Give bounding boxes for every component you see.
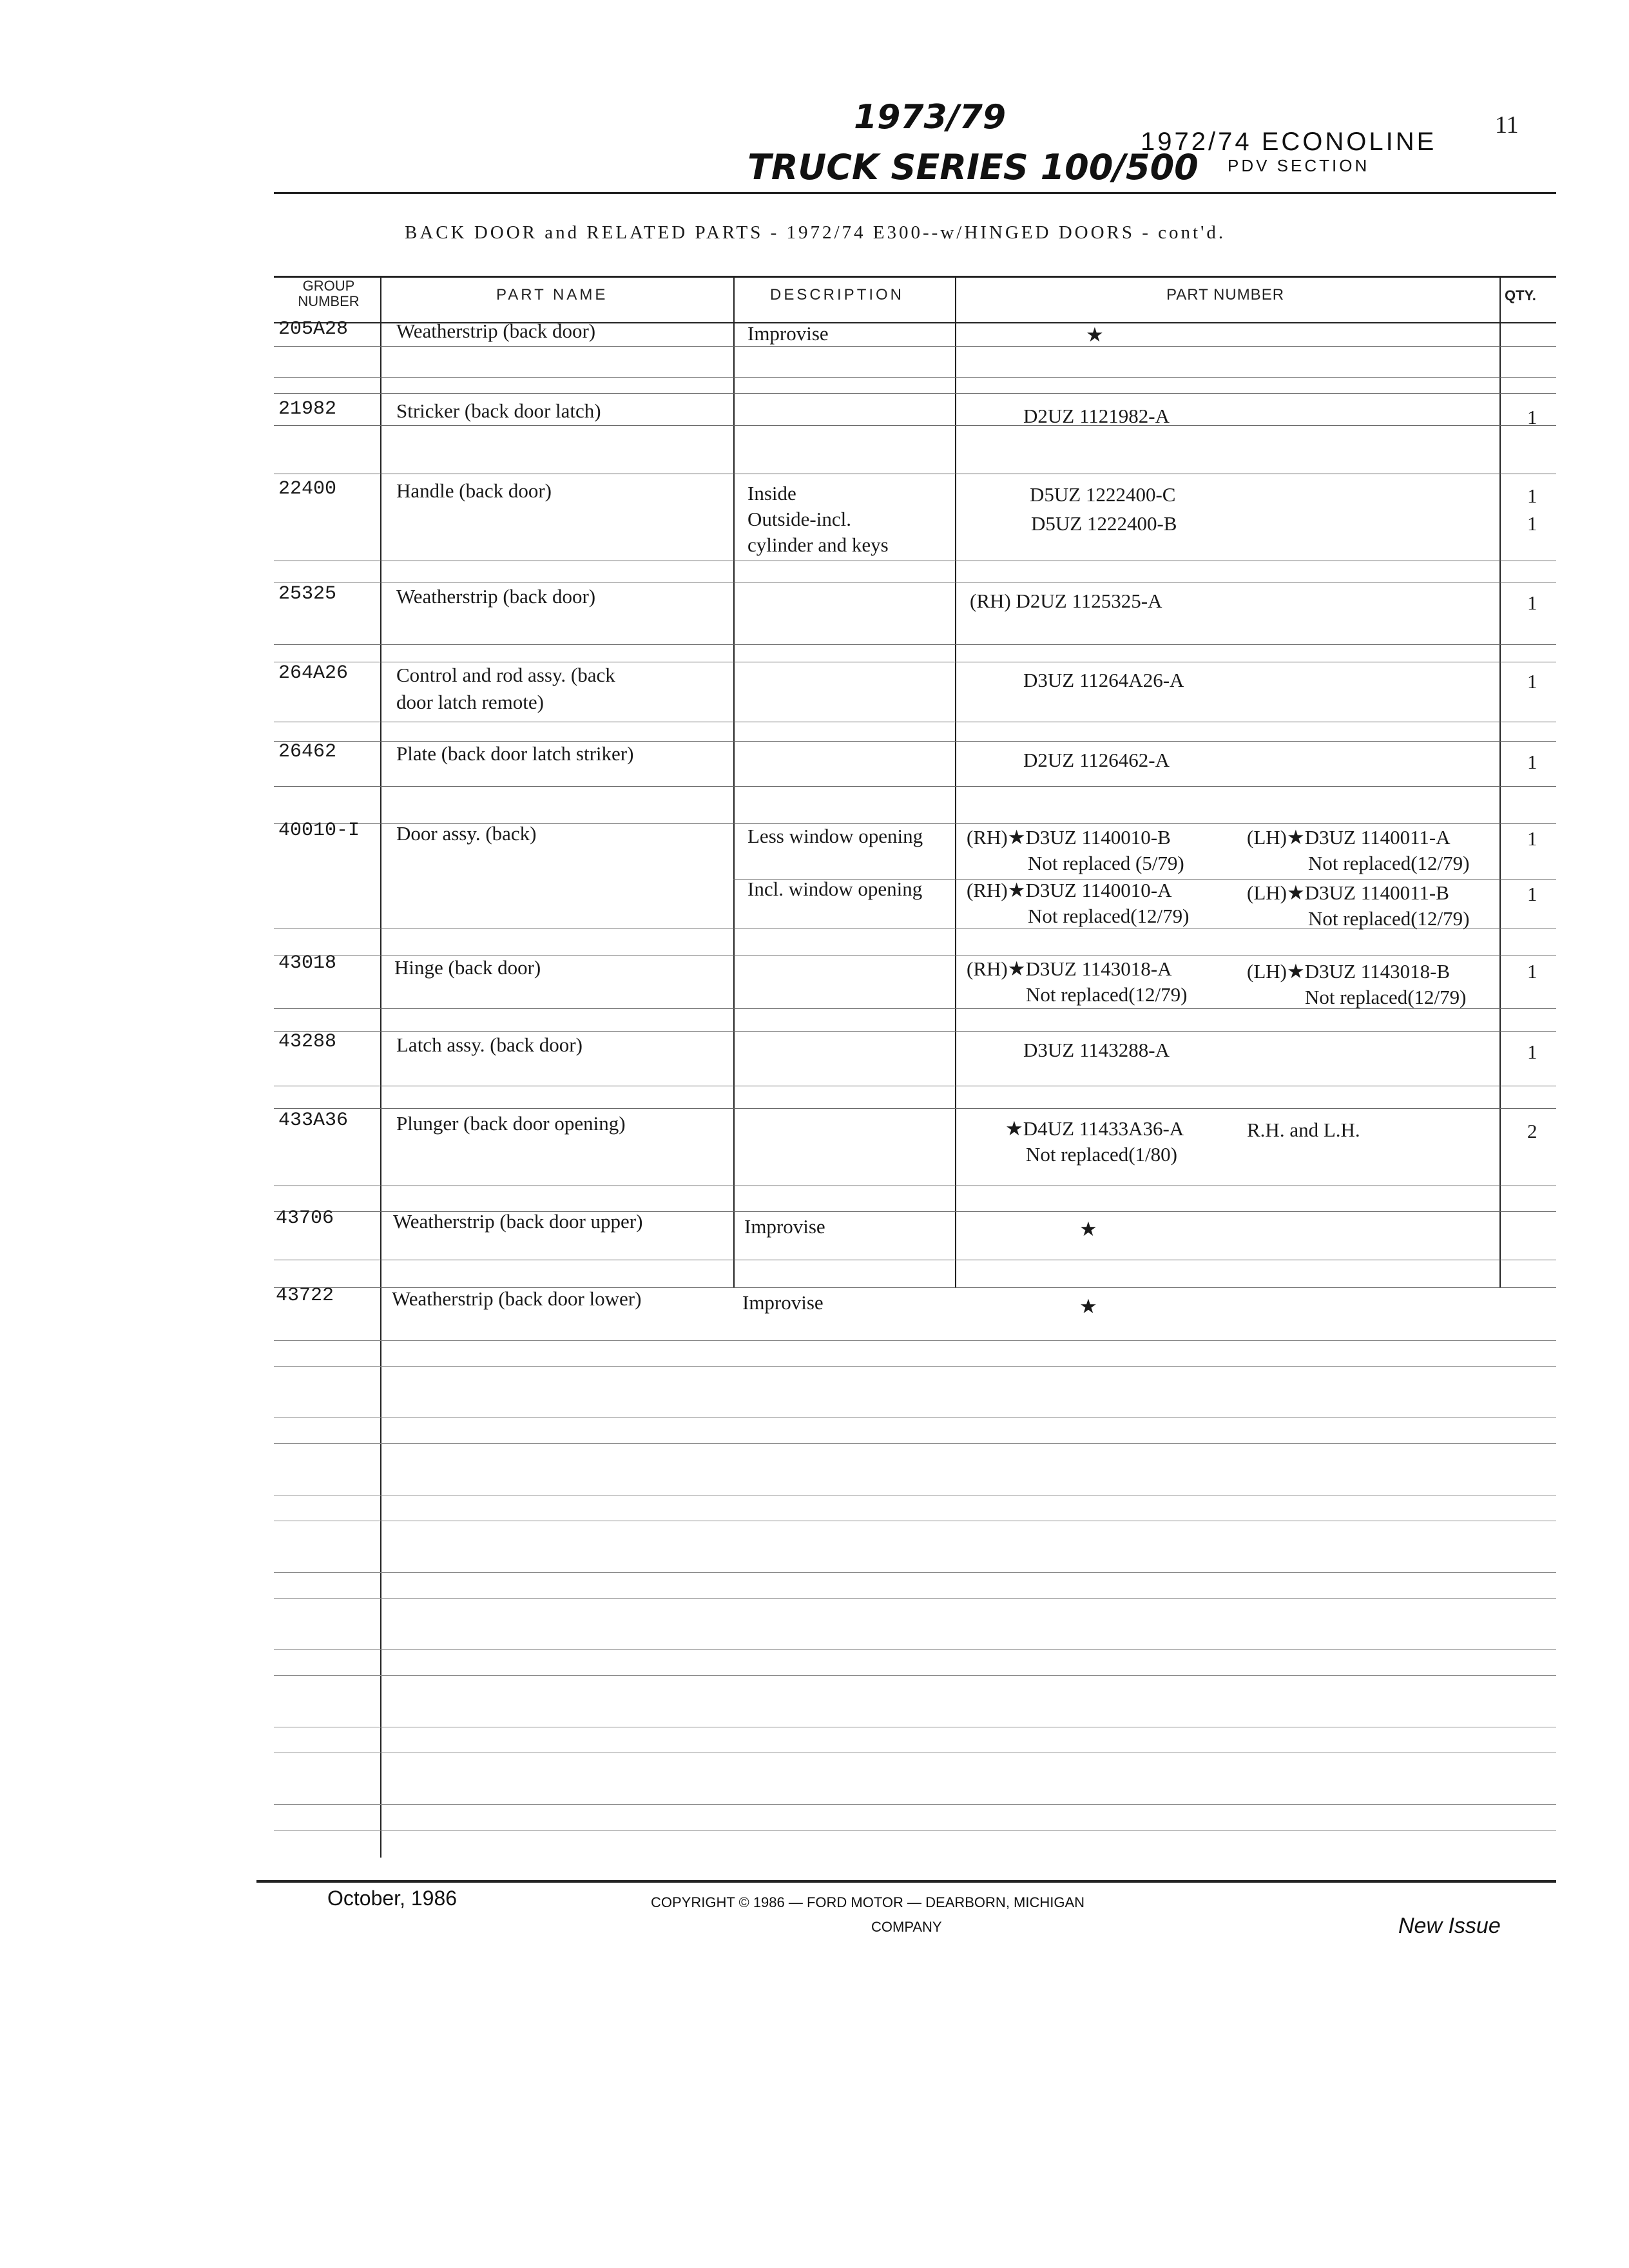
quantity: 1 bbox=[1527, 883, 1537, 905]
footer-date: October, 1986 bbox=[327, 1887, 458, 1910]
blank-line bbox=[274, 1675, 1556, 1676]
side-note: R.H. and L.H. bbox=[1247, 1119, 1360, 1141]
part-number-rh: (RH)★D3UZ 1140010-A bbox=[967, 879, 1172, 901]
part-name: Plunger (back door opening) bbox=[396, 1112, 626, 1135]
blank-line bbox=[274, 1649, 1556, 1650]
part-number: ★D4UZ 11433A36-A bbox=[1005, 1117, 1184, 1140]
row-rule bbox=[274, 393, 1556, 394]
quantity: 1 bbox=[1527, 485, 1537, 507]
footer-company: COMPANY bbox=[871, 1919, 942, 1935]
group-number: 43722 bbox=[276, 1285, 334, 1307]
description: Improvise bbox=[744, 1215, 825, 1238]
part-number: D2UZ 1121982-A bbox=[1023, 405, 1170, 427]
part-number: D5UZ 1222400-C bbox=[1030, 483, 1176, 506]
page-number: 11 bbox=[1495, 111, 1519, 139]
blank-line bbox=[274, 1366, 1556, 1367]
group-number: 43018 bbox=[278, 952, 337, 974]
section-subtitle: BACK DOOR and RELATED PARTS - 1972/74 E300--w/HINGED DOORS - cont'd. bbox=[405, 222, 1226, 243]
row-rule bbox=[274, 741, 1556, 742]
group-number: 43706 bbox=[276, 1207, 334, 1229]
part-number: D5UZ 1222400-B bbox=[1031, 512, 1177, 535]
group-number: 205A28 bbox=[278, 318, 349, 340]
part-name: Door assy. (back) bbox=[396, 822, 537, 845]
blank-line bbox=[274, 1804, 1556, 1805]
blank-line bbox=[274, 1340, 1556, 1341]
part-name: Weatherstrip (back door) bbox=[396, 585, 596, 608]
header-rule bbox=[274, 192, 1556, 194]
blank-line bbox=[274, 1598, 1556, 1599]
footer-copyright: COPYRIGHT © 1986 — FORD MOTOR — DEARBORN, MICHIGAN bbox=[651, 1894, 1085, 1910]
col-divider-4 bbox=[1499, 276, 1501, 1287]
quantity: 1 bbox=[1527, 670, 1537, 693]
footer-issue: New Issue bbox=[1398, 1914, 1501, 1938]
part-name: Plate (back door latch striker) bbox=[396, 742, 634, 765]
replacement-note: Not replaced(12/79) bbox=[1308, 852, 1470, 874]
group-number: 433A36 bbox=[278, 1110, 349, 1131]
col-part-name-header: PART NAME bbox=[496, 286, 608, 303]
part-number: D2UZ 1126462-A bbox=[1023, 749, 1170, 771]
table-top-rule bbox=[274, 276, 1556, 278]
col-qty-header: QTY. bbox=[1505, 287, 1536, 303]
part-number-lh: (LH)★D3UZ 1143018-B bbox=[1247, 960, 1451, 983]
part-number: (RH) D2UZ 1125325-A bbox=[970, 590, 1162, 612]
part-number-star-icon: ★ bbox=[1086, 323, 1104, 346]
col-part-number-header: PART NUMBER bbox=[1166, 286, 1285, 303]
part-number-star-icon: ★ bbox=[1079, 1218, 1097, 1240]
row-rule bbox=[274, 644, 1556, 645]
quantity: 1 bbox=[1527, 960, 1537, 983]
col-group-header bbox=[277, 278, 380, 309]
group-number: 22400 bbox=[278, 478, 337, 500]
row-rule bbox=[274, 425, 1556, 426]
replacement-note: Not replaced(12/79) bbox=[1308, 907, 1470, 930]
group-number: 25325 bbox=[278, 583, 337, 605]
description: Improvise bbox=[747, 322, 829, 345]
part-number: D3UZ 11264A26-A bbox=[1023, 669, 1184, 691]
part-number-rh: (RH)★D3UZ 1143018-A bbox=[967, 957, 1172, 980]
col-group-line1: GROUP bbox=[302, 278, 355, 294]
group-number: 264A26 bbox=[278, 662, 349, 684]
col-group-line2: NUMBER bbox=[298, 293, 360, 309]
quantity: 1 bbox=[1527, 591, 1537, 614]
group-number: 21982 bbox=[278, 398, 337, 420]
description: Outside-incl. bbox=[747, 508, 851, 530]
quantity: 1 bbox=[1527, 827, 1537, 850]
replacement-note: Not replaced(12/79) bbox=[1305, 986, 1467, 1008]
part-number-lh: (LH)★D3UZ 1140011-A bbox=[1247, 826, 1451, 849]
row-rule bbox=[274, 377, 1556, 378]
group-number: 43288 bbox=[278, 1031, 337, 1053]
part-number-rh: (RH)★D3UZ 1140010-B bbox=[967, 826, 1171, 849]
blank-line bbox=[274, 1443, 1556, 1444]
replacement-note: Not replaced(1/80) bbox=[1026, 1143, 1177, 1166]
replacement-note: Not replaced (5/79) bbox=[1028, 852, 1184, 874]
header-section: PDV SECTION bbox=[1228, 156, 1370, 175]
col-divider-1 bbox=[380, 276, 381, 1858]
description: Incl. window opening bbox=[747, 878, 923, 900]
blank-line bbox=[274, 1572, 1556, 1573]
part-name: Hinge (back door) bbox=[394, 956, 541, 979]
col-divider-2 bbox=[733, 276, 735, 1287]
col-divider-3 bbox=[955, 276, 956, 1287]
part-name: Weatherstrip (back door) bbox=[396, 320, 596, 342]
blank-line bbox=[274, 1830, 1556, 1831]
part-number-lh: (LH)★D3UZ 1140011-B bbox=[1247, 881, 1449, 904]
row-rule bbox=[274, 1108, 1556, 1109]
quantity: 1 bbox=[1527, 751, 1537, 773]
part-name: Control and rod assy. (back bbox=[396, 664, 615, 686]
row-rule bbox=[274, 346, 1556, 347]
part-name: door latch remote) bbox=[396, 691, 544, 713]
part-name: Latch assy. (back door) bbox=[396, 1033, 583, 1056]
replacement-note: Not replaced(12/79) bbox=[1028, 905, 1190, 927]
row-rule bbox=[274, 786, 1556, 787]
header-model: 1972/74 ECONOLINE bbox=[1141, 128, 1437, 156]
description: Improvise bbox=[742, 1291, 824, 1314]
quantity: 1 bbox=[1527, 1041, 1537, 1063]
table-bottom-rule bbox=[256, 1880, 1556, 1883]
header-years: 1973/79 bbox=[854, 98, 1007, 137]
group-number: 40010-I bbox=[278, 820, 360, 841]
part-number: D3UZ 1143288-A bbox=[1023, 1039, 1170, 1061]
quantity: 1 bbox=[1527, 512, 1537, 535]
col-description-header: DESCRIPTION bbox=[770, 286, 905, 303]
part-name: Weatherstrip (back door lower) bbox=[392, 1287, 642, 1310]
quantity: 1 bbox=[1527, 406, 1537, 428]
header-series: TRUCK SERIES 100/500 bbox=[747, 147, 1199, 187]
description: Less window opening bbox=[747, 825, 923, 847]
part-name: Handle (back door) bbox=[396, 479, 552, 502]
quantity: 2 bbox=[1527, 1120, 1537, 1142]
replacement-note: Not replaced(12/79) bbox=[1026, 983, 1188, 1006]
row-rule bbox=[274, 1031, 1556, 1032]
part-name: Stricker (back door latch) bbox=[396, 399, 601, 422]
part-name: Weatherstrip (back door upper) bbox=[393, 1210, 643, 1233]
part-number-star-icon: ★ bbox=[1079, 1295, 1097, 1318]
description: Inside bbox=[747, 482, 796, 505]
description: cylinder and keys bbox=[747, 533, 889, 556]
group-number: 26462 bbox=[278, 741, 337, 763]
